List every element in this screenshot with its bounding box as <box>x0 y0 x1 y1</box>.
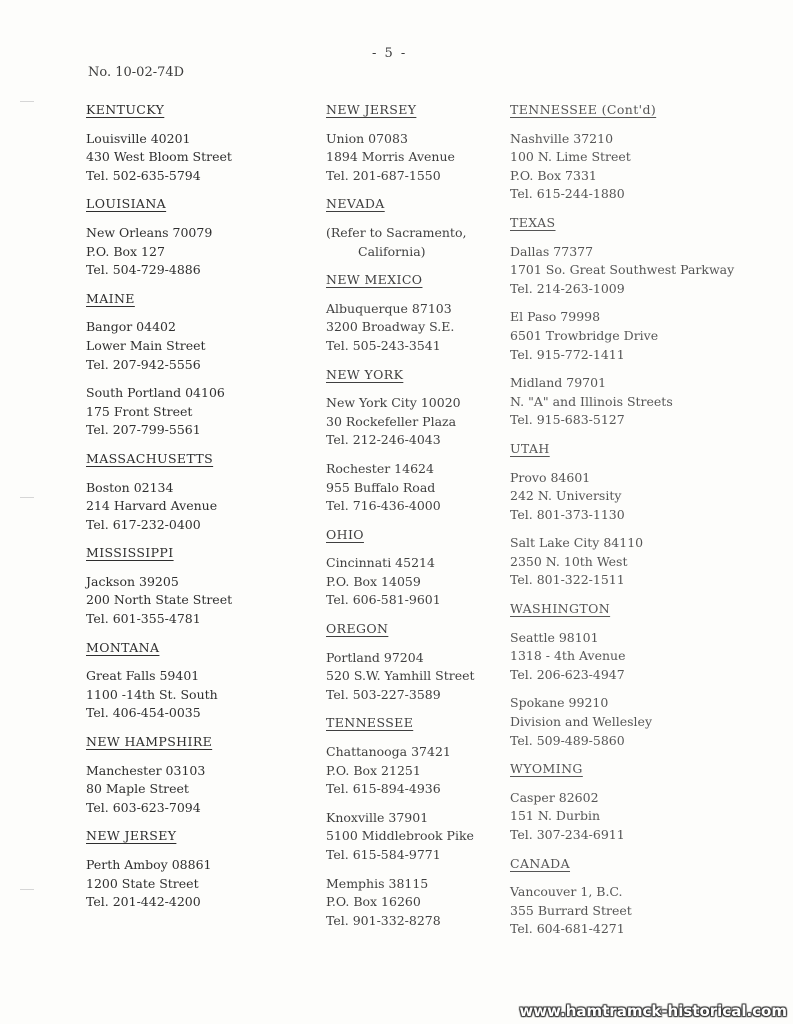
office-entry <box>86 573 301 629</box>
office-entry <box>510 243 780 299</box>
state-heading: CANADA <box>510 855 571 871</box>
office-entry <box>326 394 506 450</box>
state-section <box>326 526 506 610</box>
address-line: Spokane 99210 <box>510 695 609 711</box>
state-section <box>86 544 301 628</box>
address-line: Tel. 617-232-0400 <box>86 516 201 532</box>
address-line: 1318 - 4th Avenue <box>510 648 626 664</box>
address-line: Knoxville 37901 <box>326 809 429 825</box>
address-line: Tel. 615-584-9771 <box>326 847 441 862</box>
state-heading: OHIO <box>326 526 364 542</box>
document-number: No. 10-02-74D <box>88 65 185 80</box>
address-line: 1894 Morris Avenue <box>326 149 455 165</box>
address-line: 100 N. Lime Street <box>510 149 631 165</box>
state-section <box>510 440 780 590</box>
state-heading: TENNESSEE (Cont'd) <box>510 102 657 117</box>
address-line: Portland 97204 <box>326 649 424 665</box>
address-line: Nashville 37210 <box>510 130 614 146</box>
office-entry <box>326 649 506 705</box>
address-line: Tel. 201-442-4200 <box>86 894 201 910</box>
state-section <box>86 733 301 817</box>
state-heading: TENNESSEE <box>326 715 414 731</box>
state-heading: NEW YORK <box>326 366 404 382</box>
office-entry <box>326 743 506 799</box>
address-line: Seattle 98101 <box>510 629 599 645</box>
address-line: Tel. 206-623-4947 <box>510 666 625 682</box>
state-heading: UTAH <box>510 440 550 456</box>
office-entry <box>326 460 506 516</box>
address-line: Tel. 214-263-1009 <box>510 280 625 296</box>
state-section <box>510 855 780 939</box>
address-line: 175 Front Street <box>86 403 193 419</box>
office-entry <box>86 667 301 723</box>
state-section <box>510 760 780 844</box>
state-section <box>510 600 780 750</box>
directory-column-2 <box>326 101 506 940</box>
address-line: P.O. Box 127 <box>86 243 165 259</box>
address-line: Rochester 14624 <box>326 460 434 476</box>
office-entry <box>510 694 780 750</box>
address-line: Tel. 601-355-4781 <box>86 611 201 627</box>
address-line: New Orleans 70079 <box>86 224 213 240</box>
directory-column-3 <box>510 101 780 949</box>
address-line: 242 N. University <box>510 488 622 504</box>
address-line: P.O. Box 14059 <box>326 573 421 589</box>
address-line: 151 N. Durbin <box>510 808 601 824</box>
address-line: Jackson 39205 <box>86 573 179 589</box>
office-entry <box>86 130 301 186</box>
address-line: Salt Lake City 84110 <box>510 535 644 551</box>
address-line: N. "A" and Illinois Streets <box>510 393 673 409</box>
address-line: El Paso 79998 <box>510 309 601 325</box>
address-line: Tel. 406-454-0035 <box>86 705 201 721</box>
address-line: 355 Burrard Street <box>510 902 632 918</box>
office-entry <box>326 224 506 261</box>
address-line: Tel. 801-322-1511 <box>510 572 625 588</box>
state-heading: LOUISIANA <box>86 196 167 212</box>
address-line: 3200 Broadway S.E. <box>326 319 455 335</box>
scan-margin-mark <box>20 101 34 102</box>
scan-margin-mark <box>20 497 34 498</box>
address-line: Tel. 502-635-5794 <box>86 167 201 183</box>
address-line: Division and Wellesley <box>510 714 653 730</box>
address-line: Manchester 03103 <box>86 762 206 778</box>
address-line: South Portland 04106 <box>86 385 225 401</box>
address-line: Tel. 604-681-4271 <box>510 921 625 937</box>
state-heading: NEW JERSEY <box>86 828 177 844</box>
address-line: 2350 N. 10th West <box>510 553 628 569</box>
state-section <box>86 450 301 534</box>
address-line: New York City 10020 <box>326 395 461 411</box>
state-heading: OREGON <box>326 621 389 637</box>
address-line: Union 07083 <box>326 130 408 146</box>
office-entry <box>510 469 780 525</box>
address-line: 520 S.W. Yamhill Street <box>326 668 475 684</box>
address-line: Albuquerque 87103 <box>326 300 452 316</box>
state-section <box>86 827 301 911</box>
office-entry <box>326 554 506 610</box>
address-line: Boston 02134 <box>86 479 174 495</box>
office-entry <box>510 308 780 364</box>
office-entry <box>86 856 301 912</box>
state-section <box>326 620 506 704</box>
state-section <box>86 639 301 723</box>
address-line: Memphis 38115 <box>326 875 429 891</box>
page-number: - 5 - <box>372 46 408 61</box>
address-line: 200 North State Street <box>86 592 233 608</box>
address-line: Louisville 40201 <box>86 130 191 146</box>
address-line: Tel. 606-581-9601 <box>326 592 441 608</box>
address-line: P.O. Box 7331 <box>510 167 597 183</box>
address-line: Tel. 307-234-6911 <box>510 827 625 842</box>
office-entry <box>510 629 780 685</box>
address-line: Tel. 207-942-5556 <box>86 356 201 372</box>
address-line: 1200 State Street <box>86 875 199 891</box>
state-heading: WASHINGTON <box>510 601 611 617</box>
scan-margin-mark <box>20 889 34 890</box>
address-line: 5100 Middlebrook Pike <box>326 828 474 844</box>
state-section <box>326 366 506 516</box>
address-line: 6501 Trowbridge Drive <box>510 327 659 343</box>
state-heading: WYOMING <box>510 761 583 777</box>
address-line: (Refer to Sacramento, <box>326 224 467 240</box>
address-line: 430 West Bloom Street <box>86 149 232 165</box>
address-line: Tel. 615-244-1880 <box>510 186 625 202</box>
address-line: Tel. 503-227-3589 <box>326 686 441 702</box>
address-line: Tel. 615-894-4936 <box>326 781 441 797</box>
address-line: Tel. 915-772-1411 <box>510 346 625 362</box>
address-line: 1701 So. Great Southwest Parkway <box>510 262 735 278</box>
address-line: P.O. Box 21251 <box>326 762 421 778</box>
office-entry <box>86 318 301 374</box>
state-heading: MASSACHUSETTS <box>86 450 214 466</box>
address-line: Casper 82602 <box>510 789 599 805</box>
state-section <box>510 101 780 204</box>
website-watermark: www.hamtramck-historical.com <box>519 1002 787 1020</box>
address-line: Bangor 04402 <box>86 319 176 335</box>
office-entry <box>510 883 780 939</box>
state-heading: NEW HAMPSHIRE <box>86 734 213 750</box>
state-heading: MISSISSIPPI <box>86 545 174 561</box>
office-entry <box>86 479 301 535</box>
address-line: Tel. 915-683-5127 <box>510 412 625 428</box>
office-entry <box>86 762 301 818</box>
state-heading: MAINE <box>86 290 135 306</box>
state-section <box>326 101 506 185</box>
address-line: P.O. Box 16260 <box>326 894 421 910</box>
state-section <box>326 271 506 355</box>
office-entry <box>86 224 301 280</box>
state-heading: NEW JERSEY <box>326 102 417 117</box>
address-line: Great Falls 59401 <box>86 668 200 684</box>
address-line: Chattanooga 37421 <box>326 744 451 760</box>
address-line: Tel. 801-373-1130 <box>510 506 625 522</box>
address-line: Dallas 77377 <box>510 243 594 259</box>
address-line: Perth Amboy 08861 <box>86 857 212 872</box>
state-heading: TEXAS <box>510 214 556 230</box>
address-line: 214 Harvard Avenue <box>86 498 218 514</box>
directory-column-1 <box>86 101 301 922</box>
office-entry <box>510 130 780 204</box>
state-heading: NEVADA <box>326 196 385 212</box>
state-section <box>86 195 301 279</box>
address-line: Tel. 716-436-4000 <box>326 498 441 514</box>
office-entry <box>326 130 506 186</box>
address-line: 955 Buffalo Road <box>326 479 436 495</box>
address-line: Tel. 207-799-5561 <box>86 422 201 438</box>
address-line: Tel. 505-243-3541 <box>326 337 441 353</box>
address-line: Tel. 201-687-1550 <box>326 167 441 183</box>
state-section <box>86 101 301 185</box>
address-line: Tel. 509-489-5860 <box>510 732 625 748</box>
address-line: California) <box>358 243 426 259</box>
address-line: Vancouver 1, B.C. <box>510 884 623 900</box>
address-line: 30 Rockefeller Plaza <box>326 413 457 429</box>
office-entry <box>510 789 780 845</box>
address-line: 80 Maple Street <box>86 781 189 797</box>
address-line: Tel. 603-623-7094 <box>86 799 201 815</box>
state-section <box>510 214 780 430</box>
office-entry <box>86 384 301 440</box>
state-section <box>86 290 301 440</box>
state-section <box>326 714 506 930</box>
address-line: Lower Main Street <box>86 337 206 353</box>
office-entry <box>326 875 506 931</box>
state-section <box>326 195 506 261</box>
state-heading: KENTUCKY <box>86 102 165 117</box>
address-line: Provo 84601 <box>510 469 591 485</box>
office-entry <box>326 809 506 865</box>
address-line: Tel. 504-729-4886 <box>86 262 201 278</box>
address-line: Cincinnati 45214 <box>326 555 435 571</box>
state-heading: NEW MEXICO <box>326 272 423 288</box>
office-entry <box>510 374 780 430</box>
address-line: Tel. 901-332-8278 <box>326 912 441 928</box>
office-entry <box>326 300 506 356</box>
office-entry <box>510 534 780 590</box>
address-line: 1100 -14th St. South <box>86 686 218 702</box>
address-line: Midland 79701 <box>510 375 607 391</box>
state-heading: MONTANA <box>86 639 160 655</box>
address-line: Tel. 212-246-4043 <box>326 432 441 448</box>
